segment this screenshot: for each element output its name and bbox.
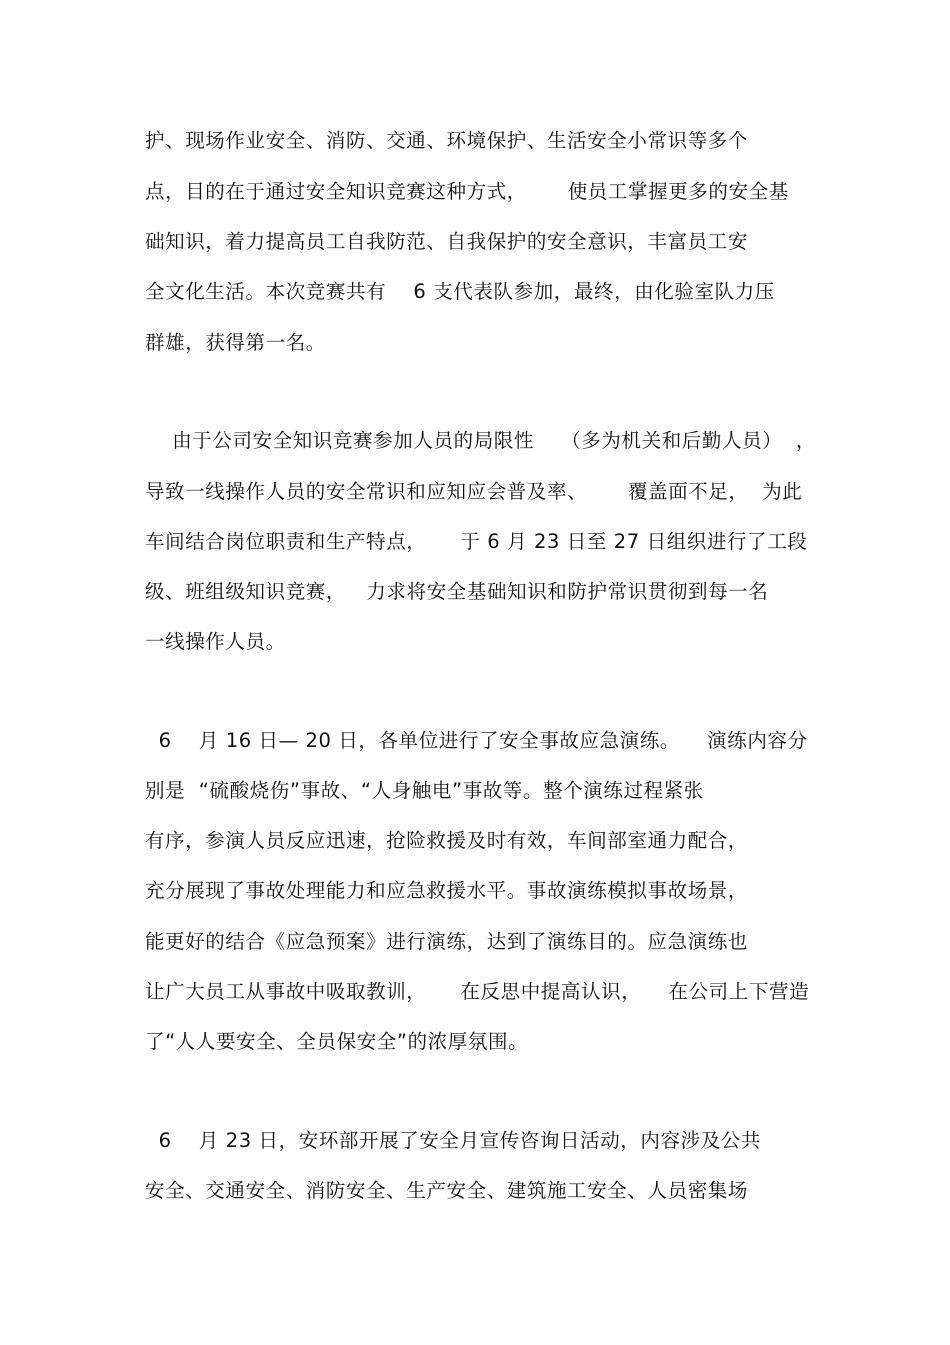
paragraph-4-line-2: 安全、交通安全、消防安全、生产安全、建筑施工安全、人员密集场 [145, 1179, 749, 1202]
paragraph-2-line-5: 一线操作人员。 [145, 630, 286, 653]
paragraph-3-line-3: 有序，参演人员反应迅速，抢险救援及时有效，车间部室通力配合， [145, 829, 749, 852]
paragraph-2-line-3: 车间结合岗位职责和生产特点， 于 6 月 23 日至 27 日组织进行了工段 [145, 530, 808, 553]
paragraph-1-line-1: 护、现场作业安全、消防、交通、环境保护、生活安全小常识等多个 [145, 129, 749, 152]
paragraph-1-line-5: 群雄，获得第一名。 [145, 331, 326, 354]
paragraph-3-line-5: 能更好的结合《应急预案》进行演练，达到了演练目的。应急演练也 [145, 930, 749, 953]
paragraph-4-line-1: 6 月 23 日，安环部开展了安全月宣传咨询日活动，内容涉及公共 [145, 1129, 762, 1152]
paragraph-1-line-2: 点，目的在于通过安全知识竞赛这种方式， 使员工掌握更多的安全基 [145, 180, 789, 203]
paragraph-3-line-4: 充分展现了事故处理能力和应急救援水平。事故演练模拟事故场景， [145, 879, 749, 902]
paragraph-3-line-2: 别是 “硫酸烧伤”事故、“人身触电”事故等。整个演练过程紧张 [145, 779, 704, 802]
paragraph-2-line-2: 导致一线操作人员的安全常识和应知应会普及率、 覆盖面不足， 为此 [145, 480, 803, 503]
paragraph-2-line-1: 由于公司安全知识竞赛参加人员的局限性 （多为机关和后勤人员） ， [145, 429, 816, 452]
paragraph-1-line-4: 全文化生活。本次竞赛共有 6 支代表队参加，最终，由化验室队力压 [145, 280, 775, 303]
paragraph-2-line-4: 级、班组级知识竞赛， 力求将安全基础知识和防护常识贯彻到每一名 [145, 580, 769, 603]
paragraph-3-line-6: 让广大员工从事故中吸取教训， 在反思中提高认识， 在公司上下营造 [145, 980, 810, 1003]
paragraph-3-line-7: 了“人人要安全、全员保安全”的浓厚氛围。 [145, 1030, 529, 1053]
paragraph-3-line-1: 6 月 16 日— 20 日，各单位进行了安全事故应急演练。 演练内容分 [145, 729, 808, 752]
paragraph-1-line-3: 础知识，着力提高员工自我防范、自我保护的安全意识，丰富员工安 [145, 230, 749, 253]
